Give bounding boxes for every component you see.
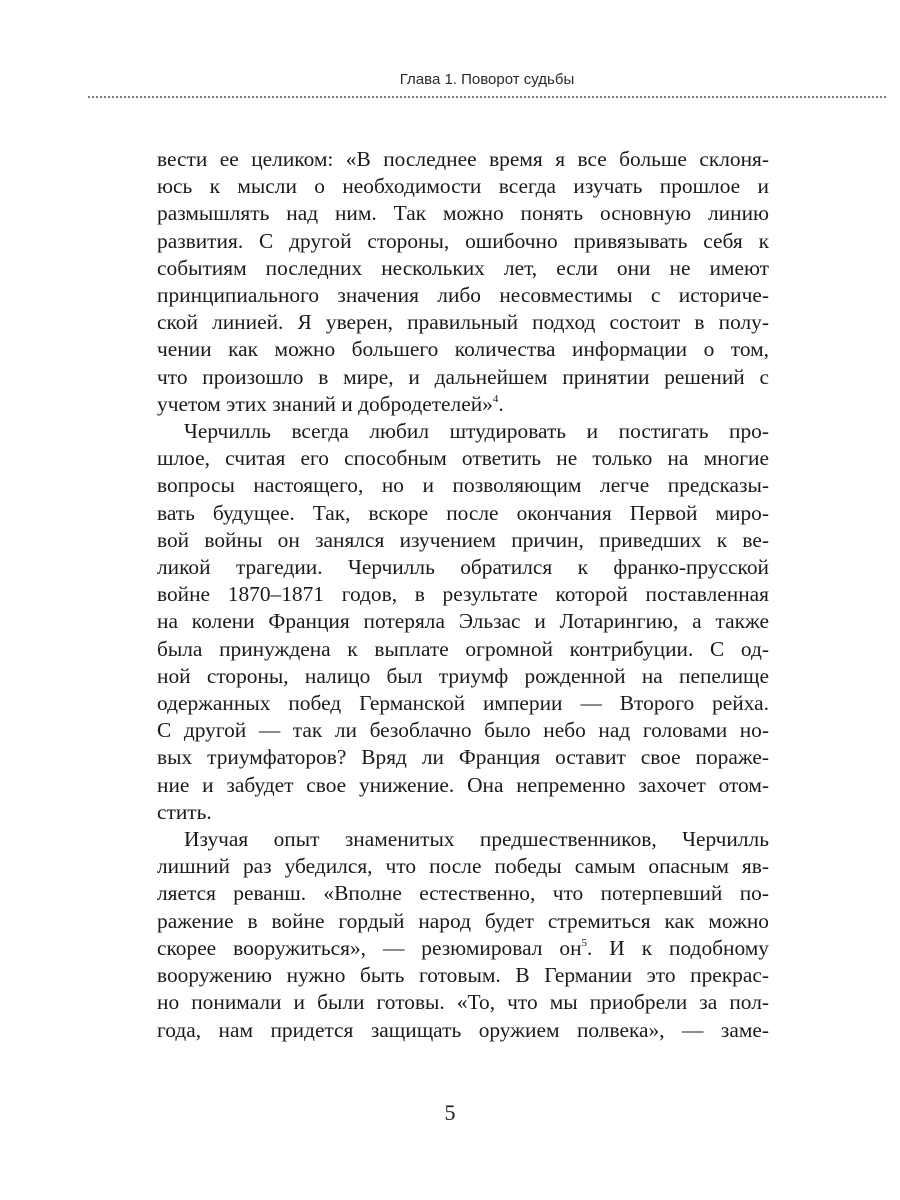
paragraph-2 [157, 418, 769, 826]
text-line: что произошло в мире, и дальнейшем принятии решений с [157, 364, 769, 389]
text-line: вать будущее. Так, вскоре после окончания Первой миро- [157, 500, 769, 525]
footnote-marker: 4 [492, 392, 499, 405]
text-line: ляется реванш. «Вполне естественно, что потерпевший по- [157, 881, 769, 906]
text-line: лишний раз убедился, что после победы самым опасным яв- [157, 854, 769, 879]
paragraph-1 [157, 146, 769, 418]
page-number: 5 [444, 1100, 456, 1125]
text-line: размышлять над ним. Так можно понять основную линию [157, 201, 769, 226]
text-line: на колени Франция потеряла Эльзас и Лотарингию, а также [157, 609, 769, 634]
text-line: событиям последних нескольких лет, если они не имеют [157, 255, 769, 280]
footnote-marker: 5 [581, 936, 588, 949]
chapter-title: Глава 1. Поворот судьбы [399, 71, 575, 88]
body-text [157, 146, 769, 1044]
text-line [157, 391, 769, 418]
text-line: ние и забудет свое унижение. Она непременно захочет отом- [157, 772, 769, 797]
text-line: года, нам придется защищать оружием полвека», — заме- [157, 1017, 769, 1042]
text-line: принципиального значения либо несовместимы с историче- [157, 283, 769, 308]
text-line: ликой трагедии. Черчилль обратился к франко-прусской [157, 555, 769, 580]
text-line: была принуждена к выплате огромной контрибуции. С од- [157, 636, 769, 661]
text-line: развития. С другой стороны, ошибочно привязывать себя к [157, 228, 769, 253]
text-line: вести ее целиком: «В последнее время я все больше склоня- [157, 147, 769, 171]
text-segment: скорее вооружиться», — резюмировал он [157, 935, 582, 960]
text-segment: . [498, 391, 504, 416]
text-line: шлое, считая его способным ответить не только на многие [157, 446, 769, 471]
text-line: вопросы настоящего, но и позволяющим легче предсказы- [157, 473, 769, 498]
header-dotted-rule [88, 96, 886, 98]
text-line: Черчилль всегда любил штудировать и постигать про- [184, 419, 769, 444]
text-line: ской линией. Я уверен, правильный подход состоит в полу- [157, 310, 769, 335]
running-header [88, 70, 886, 96]
text-line: юсь к мысли о необходимости всегда изучать прошлое и [157, 174, 769, 199]
text-line: ной стороны, налицо был триумф рожденной на пепелище [157, 663, 769, 688]
text-line: одержанных побед Германской империи — Второго рейха. [157, 691, 769, 716]
text-line [157, 935, 769, 962]
text-line: С другой — так ли безоблачно было небо над головами но- [157, 718, 769, 743]
text-segment: . И к подобному [587, 935, 769, 960]
text-line: но понимали и были готовы. «То, что мы приобрели за пол- [157, 990, 769, 1015]
text-line: ражение в войне гордый народ будет стремиться как можно [157, 908, 769, 933]
text-line: войне 1870–1871 годов, в результате которой поставленная [157, 582, 769, 607]
text-line: чении как можно большего количества информации о том, [157, 337, 769, 362]
text-line: вых триумфаторов? Вряд ли Франция оставит свое пораже- [157, 745, 769, 770]
paragraph-3 [157, 826, 769, 1044]
text-line: стить. [157, 799, 212, 824]
text-line: Изучая опыт знаменитых предшественников, Черчилль [184, 827, 769, 852]
text-line: вой войны он занялся изучением причин, приведших к ве- [157, 527, 769, 552]
text-line: вооружению нужно быть готовым. В Германии это прекрас- [157, 963, 769, 988]
text-segment: учетом этих знаний и добродетелей» [157, 391, 493, 416]
